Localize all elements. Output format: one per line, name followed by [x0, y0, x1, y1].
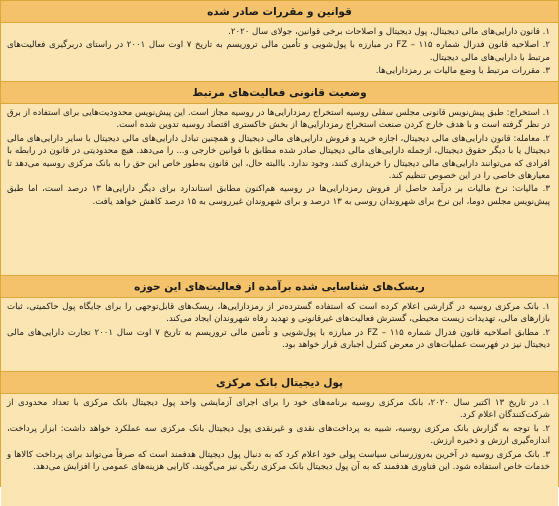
section-body-identified-risks — [1, 298, 558, 372]
list-item: ۳. مقررات مرتبط با وضع مالیات بر رمزدارایی‌ها. — [375, 66, 550, 77]
section-header-legal-status: وضعیت قانونی فعالیت‌های مرتبط — [1, 82, 558, 104]
section-header-cbdc: پول دیجیتال بانک مرکزی — [1, 372, 558, 394]
list-item: ۱. قانون دارایی‌های مالی دیجیتال، پول دیجیتال و اصلاحات برخی قوانین، جولای سال ۲۰۲۰. — [228, 27, 550, 37]
list-item: ۲. مطابق اصلاحیه قانون فدرال شماره ۱۱۵ – FZ در مبارزه با پول‌شویی و تأمین مالی تروریسم به تاریخ ۷ اوت سال ۲۰۰۱ تجارت دارایی‌های مالی دیجیتال نیز در فهرست عملیات‌های در معرض کنترل اجباری قرار خواهد بود. — [7, 327, 550, 351]
list-item: ۱. در تاریخ ۱۳ اکتبر سال ۲۰۲۰، بانک مرکزی روسیه برنامه‌های خود را برای اجرای آزمایشی واحد پول دیجیتال بانک مرکزی با تعداد محدودی از شرکت‌کنندگان اعلام کرد. — [7, 398, 550, 421]
list-item: ۱. بانک مرکزی روسیه در گزارشی اعلام کرده است که استفاده گسترده‌تر از رمزدارایی‌ها، ریسک‌های قابل‌توجهی را برای جایگاه پول حاکمیتی، ثبات بازارهای مالی، تهدیدات زیست محیطی، گسترش فعالیت‌های غیرقانونی و تهدید رفاه شهروندان ایجاد می‌کند. — [7, 302, 550, 325]
section-header-identified-risks: ریسک‌های شناسایی شده برآمده از فعالیت‌های این حوزه — [1, 276, 558, 298]
section-body-legal-status — [1, 104, 558, 276]
section-body-issued-regulations — [1, 23, 558, 82]
list-item: ۲. معامله: قانون دارایی‌های مالی دیجیتال، اجازه خرید و فروش دارایی‌های مالی دیجیتال و همچنین تبادل دارایی‌های مالی دیجیتال با سایر دارایی‌های مالی دیجیتال یا با دیگر حقوق دیجیتال، ازجمله دارایی‌های مالی دیجیتال صادر شده مطابق با قوانین خارجی و... را می‌دهد. هیچ محدودیتی در قانون در رابطه با افرادی که می‌توانند دارایی‌های مالی دیجیتال را خریداری کنند، وجود ندارد. باالبته حال، این قانون به‌طور خاص این حق را به بانک مرکزی روسیه می‌دهد تا معیارهای خاصی را در این خصوص تنظیم کند. — [7, 133, 550, 182]
section-header-issued-regulations: قوانین و مقررات صادر شده — [1, 1, 558, 23]
list-item: ۱. استخراج: طبق پیش‌نویس قانونی مجلس سفلی روسیه استخراج رمزدارایی‌ها در روسیه مجاز است. این پیش‌نویس محدودیت‌هایی برای استفاده از برق در نظر گرفته است و با هدف خارج کردن صنعت استخراج رمزدارایی‌ها از بخش خاکستری اقتصاد روسیه تدوین شده است. — [7, 108, 550, 131]
list-item: ۳. مالیات: نرخ مالیات بر درآمد حاصل از فروش رمزدارایی‌ها در روسیه هم‌اکنون مطابق استاندارد برای دیگر دارایی‌ها ۱۳ درصد است، اما طبق پیش‌نویس مجلس دوما، این نرخ برای شهروندان روسی به ۱۳ درصد و برای شهروندان غیرروسی به ۱۵ درصد کاهش خواهد یافت. — [7, 184, 550, 207]
section-body-cbdc — [1, 394, 558, 506]
list-item: ۳. بانک مرکزی روسیه در آخرین به‌روزرسانی سیاست پولی خود اعلام کرد که به دنبال پول دیجیتال هدفمند است که صرفاً می‌تواند برای پرداخت کالاها و خدمات خاص استفاده شود. این فناوری هدفمند که به آن پول دیجیتال بانک مرکزی رنگی نیز می‌گویند، کارایی هزینه‌های عمومی را افزایش می‌دهد. — [7, 449, 550, 473]
list-item: ۲. اصلاحیه قانون فدرال شماره ۱۱۵ – FZ در مبارزه با پول‌شویی و تأمین مالی تروریسم به تاریخ ۷ اوت سال ۲۰۰۱ در راستای دربرگیری فعالیت‌های مرتبط با دارایی‌های مالی دیجیتال. — [7, 40, 550, 63]
list-item: ۲. با توجه به گزارش بانک مرکزی روسیه، شبیه به پرداخت‌های نقدی و غیرنقدی پول دیجیتال بانک مرکزی سه عملکرد خواهد داشت: ابزار پرداخت، اندازه‌گیری ارزش و ذخیره ارزش. — [7, 423, 550, 447]
